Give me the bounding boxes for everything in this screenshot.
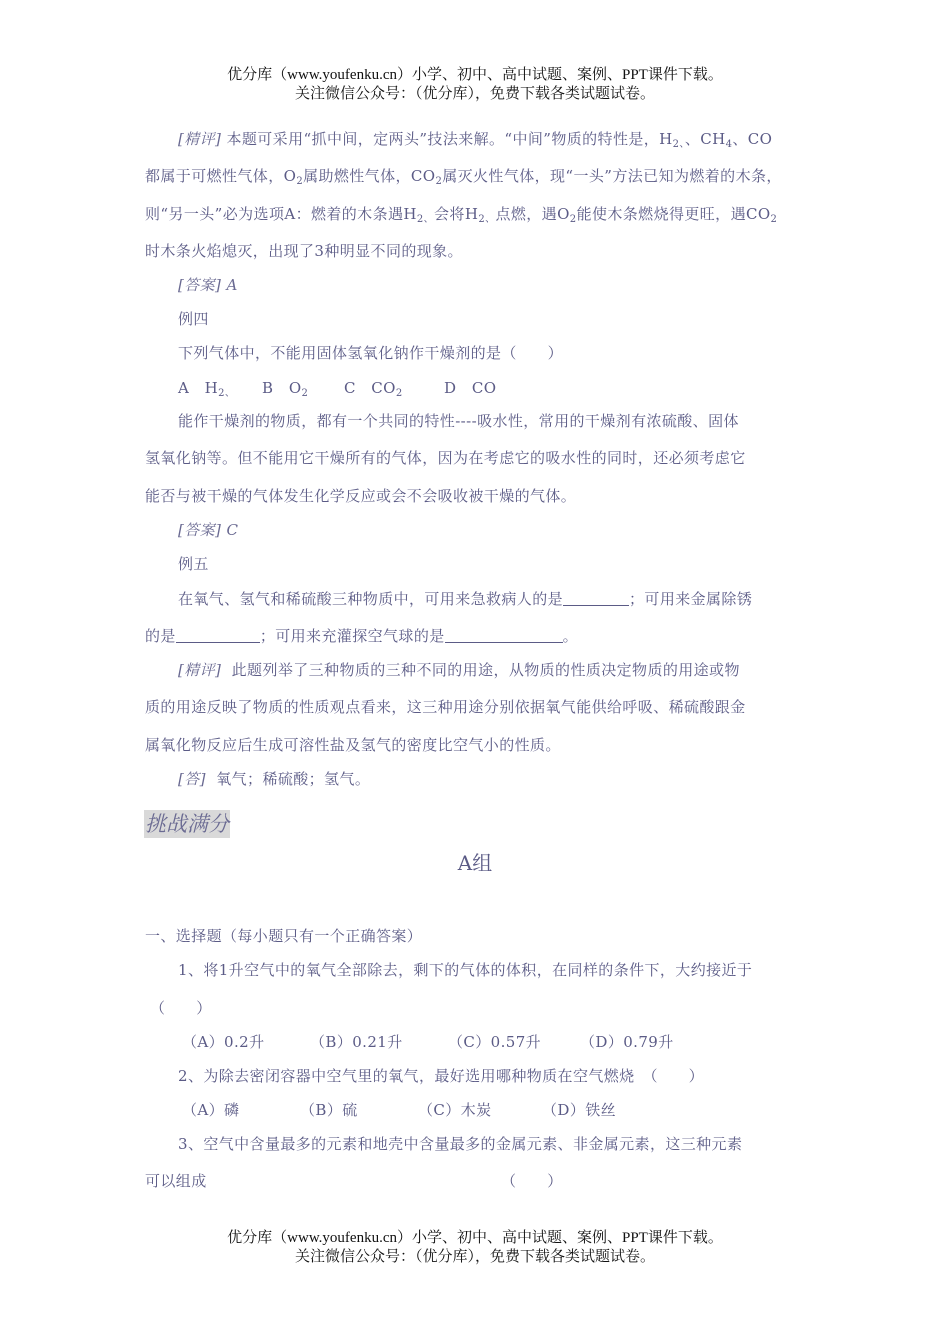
- group-title: A组: [457, 851, 493, 875]
- question-2: 2、为除去密闭容器中空气里的氧气，最好选用哪种物质在空气燃烧 （ ）: [178, 1067, 705, 1085]
- fill-blank-2[interactable]: [176, 628, 260, 643]
- option-d: D CO: [444, 379, 497, 397]
- ex5-question-line-2: 的是 ；可用来充灌探空气球的是 。: [145, 627, 579, 645]
- q1-option-d[interactable]: （D）0.79升: [580, 1033, 674, 1051]
- ex3-comment-line-2: 都属于可燃性气体，$O_2$属助燃性气体，$CO_2$属灭火性气体，现“一头”方法已知为燃着的木条，: [145, 167, 782, 187]
- ex5-answer: [答] 氧气；稀硫酸；氢气。: [178, 770, 371, 788]
- ex5-comment-line-3: 属氧化物反应后生成可溶性盐及氢气的密度比空气小的性质。: [145, 736, 561, 754]
- question-3-line-1: 3、空气中含量最多的元素和地壳中含量最多的金属元素、非金属元素，这三种元素: [178, 1135, 743, 1153]
- ex3-answer: [答案] A: [178, 276, 238, 294]
- answer-paren: （ ）: [501, 1172, 563, 1190]
- question-1-line-1: 1、将1升空气中的氧气全部除去，剩下的气体的体积，在同样的条件下，大约接近于: [178, 961, 753, 979]
- ex4-explain-line-2: 氢氧化钠等。但不能用它干燥所有的气体，因为在考虑它的吸水性的同时，还必须考虑它: [145, 449, 746, 467]
- page-footer: [0, 1229, 950, 1267]
- ex4-title: 例四: [178, 310, 209, 328]
- ex4-explain-line-3: 能否与被干燥的气体发生化学反应或会不会吸收被干燥的气体。: [145, 487, 577, 505]
- question-3-line-2: 可以组成 （ ）: [145, 1172, 563, 1190]
- ex3-comment-line-4: 时木条火焰熄灭，出现了3种明显不同的现象。: [145, 242, 463, 260]
- footer-line-2: 关注微信公众号：（优分库），免费下载各类试题试卷。: [294, 1249, 655, 1265]
- page-header: [0, 66, 950, 104]
- question-2-options: [182, 1099, 847, 1120]
- ex4-explain-line-1: 能作干燥剂的物质，都有一个共同的特性----吸水性，常用的干燥剂有浓硫酸、固体: [178, 412, 739, 430]
- ex5-question-line-1: 在氧气、氢气和稀硫酸三种物质中，可用来急救病人的是 ；可用来金属除锈: [178, 590, 753, 608]
- fill-blank-1[interactable]: [563, 591, 629, 606]
- ex4-options: [178, 377, 843, 399]
- q1-option-b[interactable]: （B）0.21升: [310, 1033, 403, 1051]
- option-c: C $CO_2$: [344, 379, 403, 399]
- question-1-line-2: （ ）: [150, 999, 212, 1017]
- option-b: B $O_2$: [262, 379, 309, 399]
- question-1-options: [182, 1031, 847, 1052]
- q2-option-c[interactable]: （C）木炭: [418, 1101, 492, 1119]
- q1-option-c[interactable]: （C）0.57升: [448, 1033, 542, 1051]
- q1-option-a[interactable]: （A）0.2升: [182, 1033, 265, 1051]
- q2-option-d[interactable]: （D）铁丝: [542, 1101, 617, 1119]
- ex4-question: 下列气体中，不能用固体氢氧化钠作干燥剂的是（ ）: [178, 344, 564, 362]
- comment-tag: [精评]: [178, 130, 222, 148]
- comment-tag: [精评]: [178, 661, 222, 679]
- q2-option-b[interactable]: （B）硫: [300, 1101, 358, 1119]
- ex5-comment-line-2: 质的用途反映了物质的性质观点看来，这三种用途分别依据氧气能供给呼吸、稀硫酸跟金: [145, 698, 746, 716]
- option-a: A $H_{2、}$: [178, 379, 236, 399]
- ex5-title: 例五: [178, 555, 209, 573]
- section-tag: 挑战满分: [145, 812, 229, 836]
- fill-blank-3[interactable]: [445, 628, 563, 643]
- header-line-1: 优分库（www.youfenku.cn）小学、初中、高中试题、案例、PPT课件下载。: [227, 67, 723, 83]
- ex3-comment-line-3: 则“另一头”必为选项A：燃着的木条遇$H_{2、}$会将$H_{2、}$点燃，遇$O_2$能使木条燃烧得更旺，遇$CO_2$: [145, 205, 778, 225]
- ex3-comment-line-1: [精评] 本题可采用“抓中间，定两头”技法来解。“中间”物质的特性是，$H_{2、}$、$CH_4$、CO: [178, 130, 773, 150]
- answer-tag: [答]: [178, 770, 206, 788]
- ex4-answer: [答案] C: [178, 521, 239, 539]
- footer-line-1: 优分库（www.youfenku.cn）小学、初中、高中试题、案例、PPT课件下载。: [227, 1230, 723, 1246]
- q2-option-a[interactable]: （A）磷: [182, 1101, 240, 1119]
- header-line-2: 关注微信公众号：（优分库），免费下载各类试题试卷。: [294, 86, 655, 102]
- section-heading: 一、选择题（每小题只有一个正确答案）: [145, 927, 423, 945]
- ex5-comment-line-1: [精评] 此题列举了三种物质的三种不同的用途，从物质的性质决定物质的用途或物: [178, 661, 740, 679]
